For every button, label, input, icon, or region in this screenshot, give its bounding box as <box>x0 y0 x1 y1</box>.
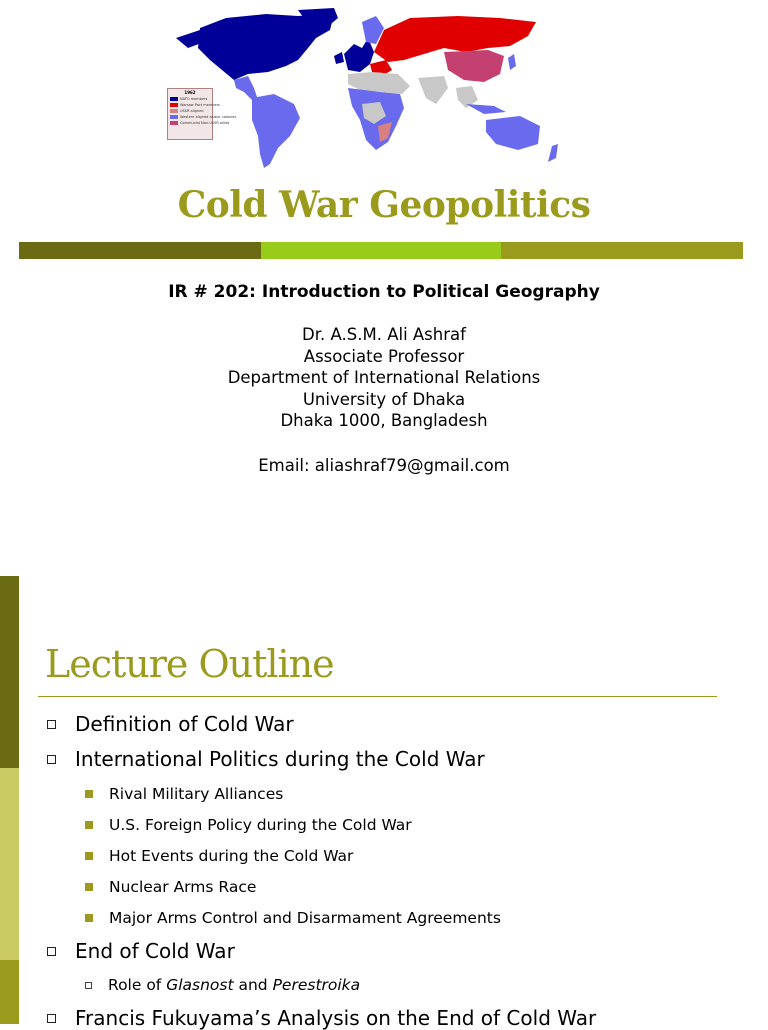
square-bullet-icon <box>85 821 93 829</box>
outline-item <box>47 712 294 736</box>
side-bar-dark <box>0 576 19 768</box>
outline-subitem <box>85 878 256 896</box>
legend-swatch <box>170 109 178 113</box>
square-bullet-icon <box>85 883 93 891</box>
outline-subitem-text: U.S. Foreign Policy during the Cold War <box>109 816 412 834</box>
outline-subitem-text: Major Arms Control and Disarmament Agreements <box>109 909 501 927</box>
side-bar-olive <box>0 960 19 1024</box>
outline-item-text: End of Cold War <box>75 939 235 963</box>
title-divider <box>38 696 717 697</box>
outline-item <box>47 939 235 963</box>
legend-label: USSR aligned <box>180 109 204 113</box>
slide-title: Cold War Geopolitics <box>177 184 591 226</box>
hollow-square-bullet-icon <box>47 720 56 729</box>
author-position: Associate Professor <box>303 346 465 366</box>
map-legend-title: 1962 <box>184 90 196 95</box>
author-address: Dhaka 1000, Bangladesh <box>280 411 488 430</box>
author-university: University of Dhaka <box>302 389 466 409</box>
glasnost-term: Glasnost <box>166 976 234 994</box>
outline-item <box>47 747 485 771</box>
side-bar-light <box>0 768 19 960</box>
outline-subitem <box>85 785 283 803</box>
outline-subitem-text: Nuclear Arms Race <box>109 878 257 896</box>
map-legend <box>167 88 237 140</box>
outline-subitem-text: Hot Events during the Cold War <box>109 847 354 865</box>
text-part: and <box>233 976 273 994</box>
outline-item <box>47 1006 596 1030</box>
title-bar-bright <box>261 242 501 259</box>
legend-swatch <box>170 121 178 125</box>
outline-slide <box>0 576 768 1030</box>
outline-item-text: Definition of Cold War <box>75 712 294 736</box>
square-bullet-icon <box>85 914 93 922</box>
hollow-square-bullet-icon <box>85 982 92 989</box>
outline-subitem <box>85 976 360 994</box>
author-email: Email: aliashraf79@gmail.com <box>258 456 510 475</box>
slide-title: Lecture Outline <box>45 642 334 686</box>
map-legend-item <box>170 120 230 126</box>
square-bullet-icon <box>85 790 93 798</box>
text-part: Role of <box>108 976 167 994</box>
legend-swatch <box>170 97 178 101</box>
outline-subitem <box>85 909 501 927</box>
legend-label: NATO members <box>180 97 208 101</box>
outline-subitem <box>85 847 353 865</box>
outline-item-text: Francis Fukuyama’s Analysis on the End of Cold War <box>75 1006 597 1030</box>
outline-item-text: International Politics during the Cold War <box>75 747 485 771</box>
legend-label: Warsaw Pact members <box>180 103 220 107</box>
hollow-square-bullet-icon <box>47 755 56 764</box>
legend-swatch <box>170 103 178 107</box>
hollow-square-bullet-icon <box>47 947 56 956</box>
legend-swatch <box>170 115 178 119</box>
outline-subitem-text: Rival Military Alliances <box>109 785 284 803</box>
square-bullet-icon <box>85 852 93 860</box>
course-name: IR # 202: Introduction to Political Geography <box>168 282 600 302</box>
title-bar-dark <box>19 242 261 259</box>
hollow-square-bullet-icon <box>47 1014 56 1023</box>
title-bar-olive <box>501 242 743 259</box>
outline-subitem-text <box>108 976 360 994</box>
legend-label: Western aligned and/or colonies <box>180 115 237 119</box>
outline-subitem <box>85 816 412 834</box>
author-block <box>0 324 768 432</box>
author-department: Department of International Relations <box>227 368 541 387</box>
perestroika-term: Perestroika <box>272 976 361 994</box>
legend-label: Communist Non-USSR allied <box>180 121 230 125</box>
author-name: Dr. A.S.M. Ali Ashraf <box>302 325 466 344</box>
